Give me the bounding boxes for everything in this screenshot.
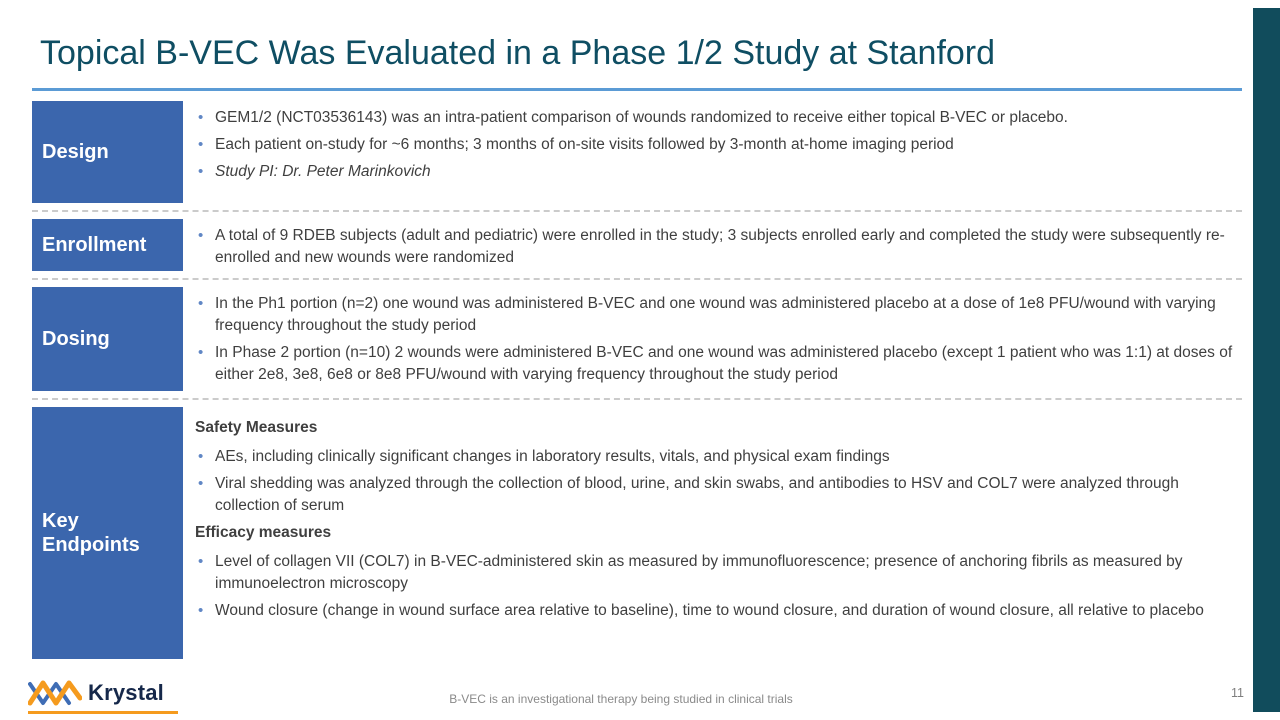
bullet-icon: • xyxy=(198,448,204,465)
enrollment-label: Enrollment xyxy=(42,234,147,256)
bullet-text: A total of 9 RDEB subjects (adult and pediatric) were enrolled in the study; 3 subjects enrolled early and completed the study were subsequently re-enrolled and new wounds were randomized xyxy=(215,227,1225,266)
footer-disclaimer: B-VEC is an investigational therapy being studied in clinical trials xyxy=(449,692,793,706)
section-dosing xyxy=(32,287,1242,391)
bullet-text: Level of collagen VII (COL7) in B-VEC-administered skin as measured by immunofluorescence; presence of anchoring fibrils as measured by immunoelectron microscopy xyxy=(215,553,1183,592)
bullet-item xyxy=(195,293,1242,337)
dosing-content xyxy=(183,287,1242,391)
design-content xyxy=(183,101,1242,203)
sections xyxy=(32,101,1242,659)
dashed-divider xyxy=(32,398,1242,400)
key-endpoints-label: Key Endpoints xyxy=(42,510,140,556)
enrollment-label-box xyxy=(32,219,183,271)
section-enrollment xyxy=(32,219,1242,271)
bullet-item xyxy=(195,446,1242,468)
key-endpoints-content xyxy=(183,407,1242,659)
bullet-text: GEM1/2 (NCT03536143) was an intra-patient comparison of wounds randomized to receive either topical B-VEC or placebo. xyxy=(215,109,1068,126)
efficacy-measures-heading: Efficacy measures xyxy=(195,524,332,541)
krystal-logo-text: Krystal xyxy=(88,680,164,705)
bullet-icon: • xyxy=(198,295,204,312)
design-label: Design xyxy=(42,141,109,163)
slide-title: Topical B-VEC Was Evaluated in a Phase 1/2 Study at Stanford xyxy=(40,34,996,72)
dosing-label: Dosing xyxy=(42,328,110,350)
section-design xyxy=(32,101,1242,203)
bullet-item xyxy=(195,342,1242,386)
bullet-item xyxy=(195,161,1242,183)
bullet-text: Wound closure (change in wound surface area relative to baseline), time to wound closure, and duration of wound closure, all relative to placebo xyxy=(215,602,1204,619)
bullet-item xyxy=(195,600,1242,622)
safety-measures-heading: Safety Measures xyxy=(195,419,318,436)
enrollment-content xyxy=(183,219,1242,271)
bullet-text: AEs, including clinically significant changes in laboratory results, vitals, and physical exam findings xyxy=(215,448,890,465)
bullet-text: Viral shedding was analyzed through the collection of blood, urine, and skin swabs, and antibodies to HSV and COL7 were analyzed through collection of serum xyxy=(215,475,1179,514)
bullet-icon: • xyxy=(198,227,204,244)
title-underline xyxy=(32,88,1242,91)
bullet-icon: • xyxy=(198,344,204,361)
right-accent-bar xyxy=(1253,8,1280,712)
bullet-item xyxy=(195,107,1242,129)
bullet-icon: • xyxy=(198,553,204,570)
dashed-divider xyxy=(32,278,1242,280)
section-key-endpoints xyxy=(32,407,1242,659)
key-endpoints-label-box xyxy=(32,407,183,659)
bullet-icon: • xyxy=(198,602,204,619)
bullet-icon: • xyxy=(198,475,204,492)
dashed-divider xyxy=(32,210,1242,212)
bullet-item xyxy=(195,225,1242,269)
bullet-item xyxy=(195,134,1242,156)
bullet-text: Study PI: Dr. Peter Marinkovich xyxy=(215,163,431,180)
bullet-icon: • xyxy=(198,109,204,126)
logo-underline xyxy=(28,711,178,714)
bullet-item xyxy=(195,551,1242,595)
bullet-icon: • xyxy=(198,163,204,180)
dosing-label-box xyxy=(32,287,183,391)
bullet-item xyxy=(195,473,1242,517)
bullet-text: In the Ph1 portion (n=2) one wound was administered B-VEC and one wound was administered placebo at a dose of 1e8 PFU/wound with varying frequency throughout the study period xyxy=(215,295,1216,334)
bullet-icon: • xyxy=(198,136,204,153)
design-label-box xyxy=(32,101,183,203)
bullet-text: Each patient on-study for ~6 months; 3 months of on-site visits followed by 3-month at-home imaging period xyxy=(215,136,954,153)
bullet-text: In Phase 2 portion (n=10) 2 wounds were administered B-VEC and one wound was administered placebo (except 1 patient who was 1:1) at doses of either 2e8, 3e8, 6e8 or 8e8 PFU/wound with varying frequency throughout the study period xyxy=(215,344,1233,383)
page-number: 11 xyxy=(1231,686,1244,700)
